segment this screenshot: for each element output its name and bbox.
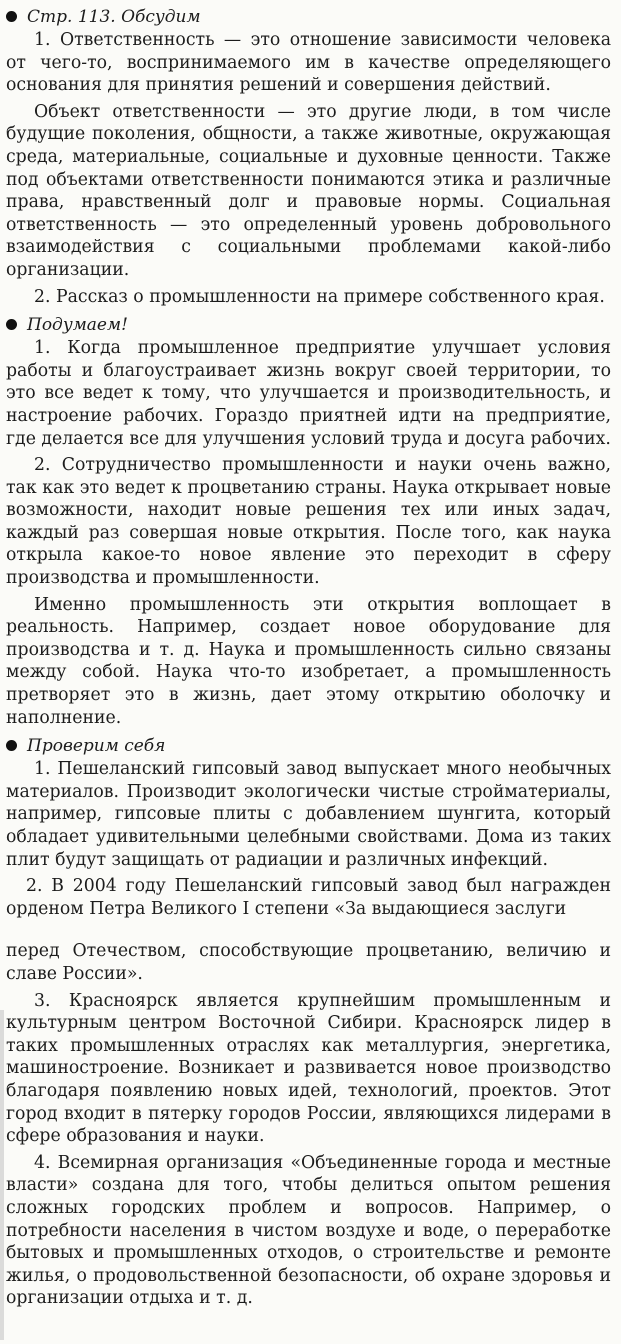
paragraph: 1. Пешеланский гипсовый завод выпускает много необычных материалов. Производит экологически чистые стройматериалы, например, гипсовые плиты с добавлением шунгита, который обладает удивительными целебными свойствами. Дома из таких плит будут защищать от радиации и различных инфекций. bbox=[6, 759, 611, 870]
heading-text: Стр. 113. Обсудим bbox=[27, 6, 201, 27]
bullet-icon bbox=[6, 11, 17, 22]
scan-edge-mark bbox=[0, 1010, 4, 1340]
section-heading-discuss bbox=[6, 4, 611, 29]
paragraph: 4. Всемирная организация «Объединенные города и местные власти» создана для того, чтобы делиться опытом решения сложных городских проблем и вопросов. Например, о потребности населения в чистом воздухе и воде, о переработке бытовых и промышленных отходов, о строительстве и ремонте жилья, о продовольственной безопасности, об охране здоровья и организации отдыха и т. д. bbox=[6, 1152, 611, 1309]
section-heading-check bbox=[6, 733, 611, 758]
paragraph: 3. Красноярск является крупнейшим промышленным и культурным центром Восточной Сибири. Красноярск лидер в таких промышленных отраслях как металлургия, энергетика, машиностроение. Возникает и развивается новое производство благодаря появлению новых идей, технологий, проектов. Этот город входит в пятерку городов России, являющихся лидерами в сфере образования и науки. bbox=[6, 990, 611, 1147]
paragraph: 2. В 2004 году Пешеланский гипсовый завод был награжден орденом Петра Великого I степени «За выдающиеся заслуги bbox=[6, 876, 611, 919]
paragraph: 2. Рассказ о промышленности на примере собственного края. bbox=[34, 286, 605, 307]
paragraph: 1. Ответственность — это отношение зависимости человека от чего-то, воспринимаемого им в качестве определяющего основания для принятия решений и совершения действий. bbox=[6, 30, 611, 96]
page-gap bbox=[6, 920, 611, 940]
paragraph: Именно промышленность эти открытия воплощает в реальность. Например, создает новое оборудование для производства и т. д. Наука и промышленность сильно связаны между собой. Наука что-то изобретает, а промышленность претворяет это в жизнь, дает этому открытию оболочку и наполнение. bbox=[6, 594, 611, 728]
paragraph: 2. Сотрудничество промышленности и науки очень важно, так как это ведет к процветанию страны. Наука открывает новые возможности, находит новые решения тех или иных задач, каждый раз совершая новые открытия. После того, как наука открыла какое-то новое явление это переходит в сферу производства и промышленности. bbox=[6, 455, 611, 589]
section-heading-think bbox=[6, 312, 611, 337]
heading-text: Подумаем! bbox=[27, 314, 128, 335]
heading-text: Проверим себя bbox=[27, 735, 166, 756]
bullet-icon bbox=[6, 740, 17, 751]
paragraph: Объект ответственности — это другие люди, в том числе будущие поколения, общности, а также животные, окружающая среда, материальные, социальные и духовные ценности. Также под объектами ответственности понимаются этика и различные права, нравственный долг и правовые нормы. Социальная ответственность — это определенный уровень добровольного взаимодействия с социальными проблемами какой-либо организации. bbox=[6, 101, 611, 280]
paragraph: перед Отечеством, способствующие процветанию, величию и славе России». bbox=[6, 941, 611, 984]
bullet-icon bbox=[6, 319, 17, 330]
paragraph: 1. Когда промышленное предприятие улучшает условия работы и благоустраивает жизнь вокруг своей территории, то это все ведет к тому, что улучшается и производительность, и настроение рабочих. Гораздо приятней идти на предприятие, где делается все для улучшения условий труда и досуга рабочих. bbox=[6, 338, 611, 449]
